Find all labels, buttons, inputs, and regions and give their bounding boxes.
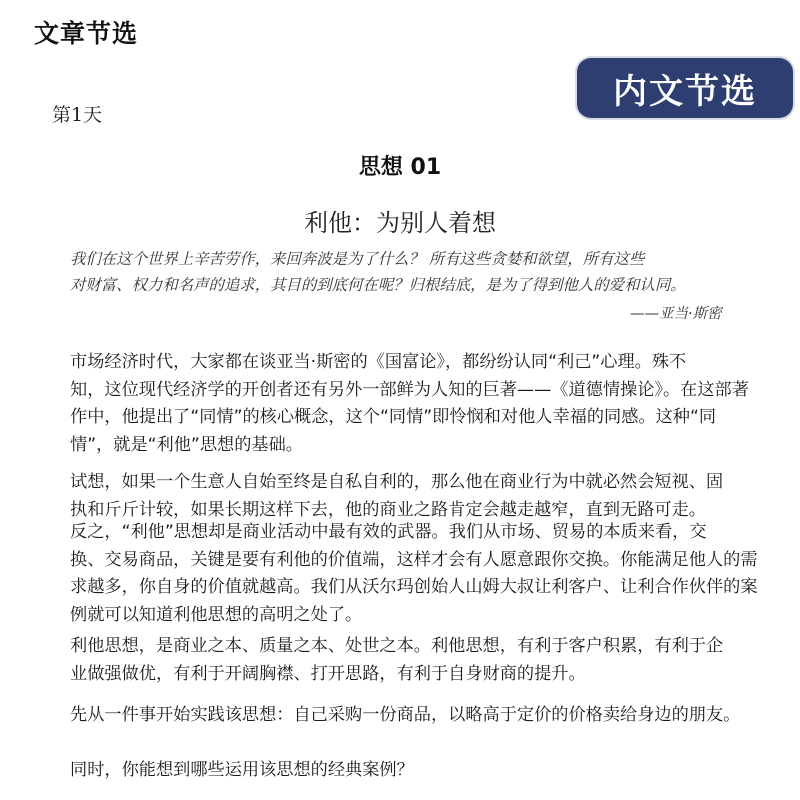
paragraph-line: 换、交易商品，关键是要有利他的价值端，这样才会有人愿意跟你交换。你能满足他人的需	[70, 549, 758, 570]
paragraph	[70, 349, 770, 459]
paragraph-line: 求越多，你自身的价值就越高。我们从沃尔玛创始人山姆大叔让利客户、让利合作伙伴的案	[70, 577, 758, 597]
paragraph	[70, 519, 770, 629]
paragraph	[70, 633, 770, 688]
excerpt-badge-container	[570, 54, 800, 122]
page-title: 文章节选	[34, 19, 139, 48]
quote-line: 我们在这个世界上辛苦劳作，来回奔波是为了什么？ 所有这些贪婪和欲望，所有这些	[70, 250, 645, 268]
paragraph	[70, 469, 770, 524]
paragraph-line: 同时，你能想到哪些运用该思想的经典案例？	[70, 760, 414, 780]
paragraph-line: 试想，如果一个生意人自始至终是自私自利的，那么他在商业行为中就必然会短视、固	[70, 472, 724, 492]
section-subtitle: 利他：为别人着想	[304, 209, 496, 237]
paragraph-line: 作中，他提出了“同情”的核心概念，这个“同情”即怜悯和对他人幸福的同感。这种“同	[70, 407, 717, 427]
paragraph-line: 市场经济时代，大家都在谈亚当·斯密的《国富论》，都纷纷认同“利己”心理。殊不	[70, 352, 687, 372]
section-heading: 思想 01	[358, 155, 442, 180]
quote-attribution: ——亚当·斯密	[630, 306, 722, 322]
excerpt-badge: 内文节选	[577, 58, 793, 118]
practice-prompt	[70, 702, 770, 730]
paragraph-line: 执和斤斤计较，如果长期这样下去，他的商业之路肯定会越走越窄，直到无路可走。	[70, 499, 706, 520]
paragraph-line: 利他思想，是商业之本、质量之本、处世之本。利他思想，有利于客户积累，有利于企	[70, 636, 724, 656]
paragraph-line: 知，这位现代经济学的开创者还有另外一部鲜为人知的巨著——《道德情操论》。在这部著	[70, 379, 749, 400]
paragraph-line: 例就可以知道利他思想的高明之处了。	[70, 604, 363, 625]
reflection-question	[70, 757, 770, 785]
quote-line: 对财富、权力和名声的追求，其目的到底何在呢？归根结底，是为了得到他人的爱和认同。	[70, 276, 686, 294]
paragraph-line: 先从一件事开始实践该思想：自己采购一份商品，以略高于定价的价格卖给身边的朋友。	[70, 705, 741, 725]
paragraph-line: 情”，就是“利他”思想的基础。	[70, 434, 303, 455]
paragraph-line: 业做强做优，有利于开阔胸襟、打开思路，有利于自身财商的提升。	[70, 663, 586, 684]
paragraph-line: 反之，“利他”思想却是商业活动中最有效的武器。我们从市场、贸易的本质来看，交	[70, 522, 707, 542]
epigraph-quote	[70, 246, 766, 298]
day-label: 第1天	[52, 104, 103, 126]
